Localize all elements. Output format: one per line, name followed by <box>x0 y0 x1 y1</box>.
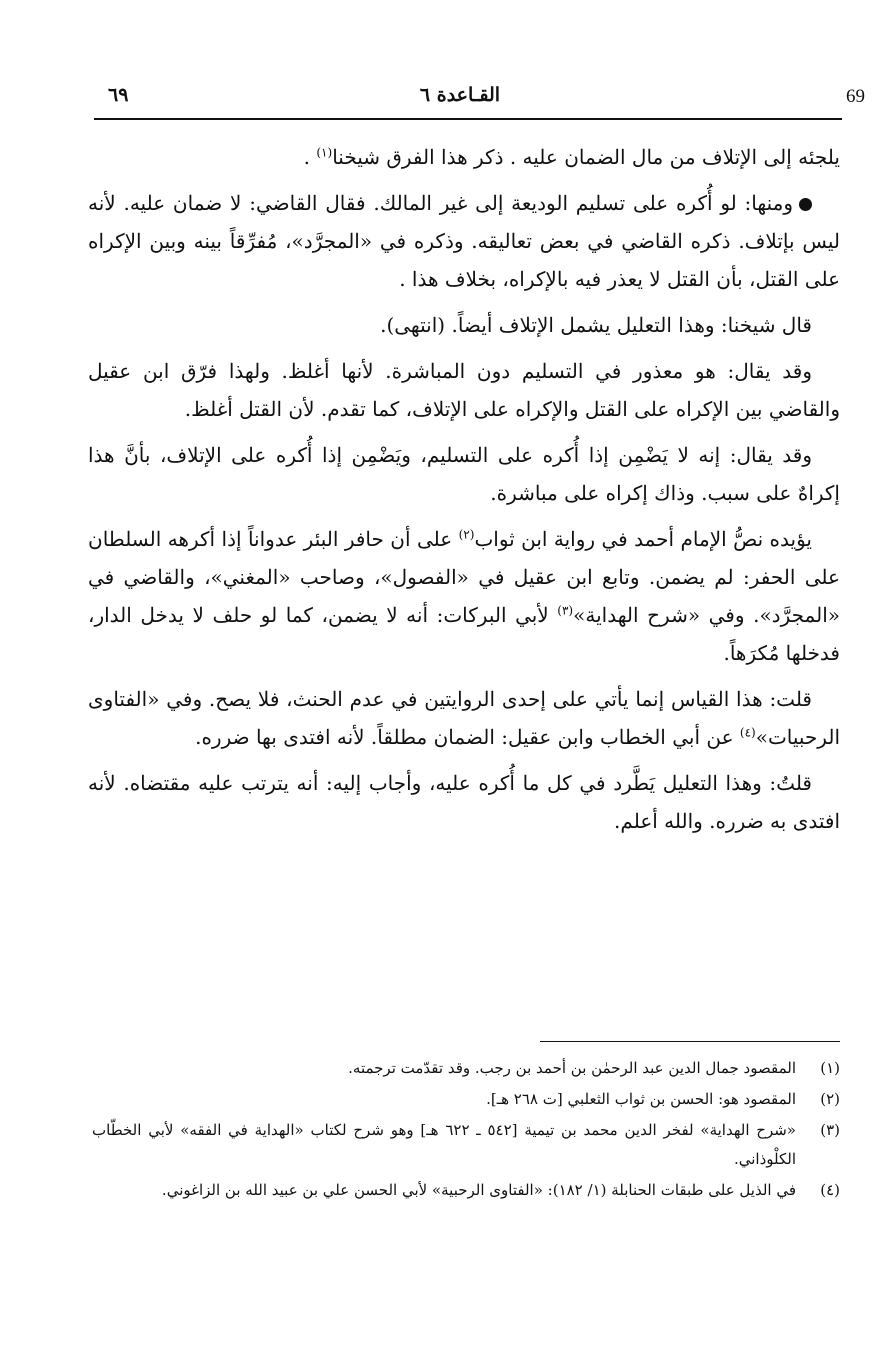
paragraph-2 <box>88 184 840 298</box>
paragraph-6-part-a: يؤيده نصُّ الإمام أحمد في رواية ابن ثواب <box>474 527 812 551</box>
page-number-latin: 69 <box>846 86 865 107</box>
footnote-item <box>92 1176 840 1205</box>
paragraph-6-part-c: لأبي البركات: أنه لا يضمن، كما لو حلف لا يدخل الدار، فدخلها مُكرَهاً. <box>88 603 840 665</box>
paragraph-7-part-b: عن أبي الخطاب وابن عقيل: الضمان مطلقاً. لأنه افتدى بها ضرره. <box>195 725 740 749</box>
footnotes <box>92 1054 840 1207</box>
footnote-ref-2: (٢) <box>458 527 475 542</box>
paragraph-1-text: يلجئه إلى الإتلاف من مال الضمان عليه . ذكر هذا الفرق شيخنا <box>332 145 840 169</box>
footnote-item <box>92 1054 840 1083</box>
footnote-text: المقصود جمال الدين عبد الرحمٰن بن أحمد بن رجب. وقد تقدّمت ترجمته. <box>348 1059 796 1077</box>
footnote-number: (١) <box>820 1059 840 1077</box>
paragraph-2-text: ومنها: لو أُكره على تسليم الوديعة إلى غير المالك. فقال القاضي: لا ضمان عليه. لأنه ليس بإتلاف. ذكره القاضي في بعض تعاليقه. وذكره في «المجرَّد»، مُفرِّقاً بينه وبين الإكراه على القتل، بأن القتل لا يعذر فيه بالإكراه، بخلاف هذا . <box>88 191 840 291</box>
paragraph-6 <box>88 520 840 672</box>
paragraph-4: وقد يقال: هو معذور في التسليم دون المباشرة. لأنها أغلظ. ولهذا فرّق ابن عقيل والقاضي بين الإكراه على القتل والإكراه على الإتلاف، كما تقدم. لأن القتل أغلظ. <box>88 359 840 421</box>
footnote-item <box>92 1085 840 1114</box>
bullet-icon <box>799 198 812 211</box>
footnote-ref-4: (٤) <box>739 725 756 740</box>
footnote-ref-3: (٣) <box>557 603 574 618</box>
page-number-arabic: ٦٩ <box>108 84 129 106</box>
footnote-number: (٣) <box>820 1121 840 1139</box>
paragraph-1-tail: . <box>303 145 317 169</box>
paragraph-3: قال شيخنا: وهذا التعليل يشمل الإتلاف أيضاً. (انتهى). <box>380 313 812 337</box>
footnote-text: المقصود هو: الحسن بن ثواب الثعلبي [ت ٢٦٨ هـ]. <box>486 1090 796 1108</box>
running-title: القـاعدة ٦ <box>419 84 501 106</box>
footnote-item <box>92 1116 840 1174</box>
paragraph-5: وقد يقال: إنه لا يَضْمِن إذا أُكره على التسليم، ويَضْمِن إذا أُكره على الإتلاف، بأنَّ هذا إكراهٌ على سبب. وذاك إكراه على مباشرة. <box>88 443 840 505</box>
paragraph-8: قلتُ: وهذا التعليل يَطَّرد في كل ما أُكره عليه، وأجاب إليه: أنه يترتب عليه مقتضاه. لأنه افتدى به ضرره. والله أعلم. <box>88 771 840 833</box>
paragraph-1 <box>88 138 840 176</box>
footnote-rule <box>540 1041 840 1042</box>
paragraph-6-part-b: على أن حافر البئر عدواناً إذا أكرهه السلطان على الحفر: لم يضمن. وتابع ابن عقيل في «الفصول»، وصاحب «المغني»، والقاضي في «المجرَّد». وفي «شرح الهداية» <box>88 527 840 627</box>
footnote-ref-1: (١) <box>316 145 333 160</box>
paragraph-7-part-a: قلت: هذا القياس إنما يأتي على إحدى الروايتين في عدم الحنث، فلا يصح. وفي «الفتاوى الرحبيات» <box>88 687 840 749</box>
footnote-number: (٤) <box>820 1181 840 1199</box>
footnote-text: «شرح الهداية» لفخر الدين محمد بن تيمية [٥٤٢ ـ ٦٢٢ هـ] وهو شرح لكتاب «الهداية في الفقه» لأبي الخطّاب الكلْوذاني. <box>92 1121 796 1168</box>
header-rule <box>94 118 842 120</box>
footnote-number: (٢) <box>820 1090 840 1108</box>
main-text <box>88 138 840 848</box>
footnote-text: في الذيل على طبقات الحنابلة (١/ ١٨٢): «الفتاوى الرحبية» لأبي الحسن علي بن عبيد الله بن الزاغوني. <box>161 1181 796 1199</box>
paragraph-7 <box>88 680 840 756</box>
